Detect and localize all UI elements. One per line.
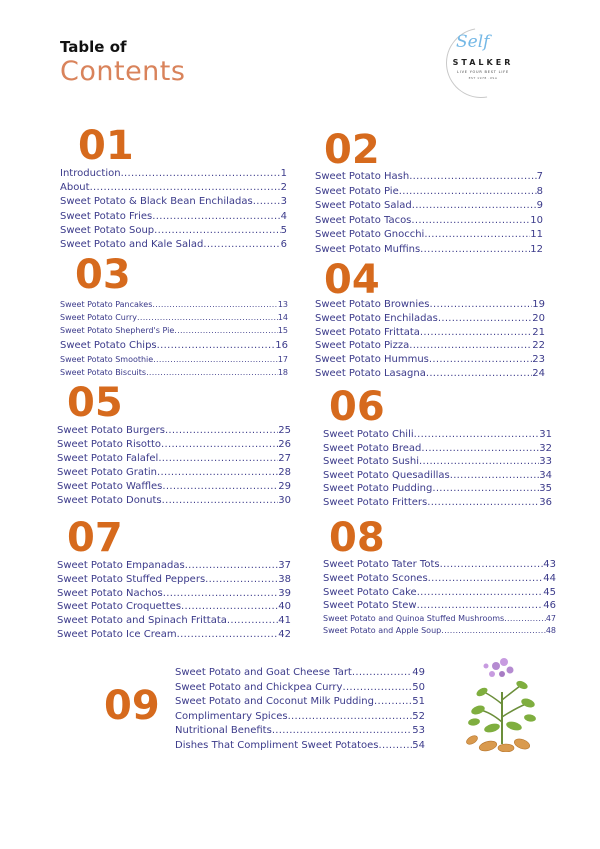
list-item[interactable]: Sweet Potato and Quinoa Stuffed Mushrooms ..... 47 bbox=[323, 613, 556, 625]
list-item[interactable]: Sweet Potato Stew ..... 46 bbox=[323, 599, 556, 613]
list-item[interactable]: Sweet Potato Fries ..... 4 bbox=[60, 210, 287, 224]
list-item[interactable]: Sweet Potato Chili ..... 31 bbox=[323, 428, 552, 442]
list-item[interactable]: Sweet Potato Scones ..... 44 bbox=[323, 572, 556, 586]
list-item[interactable]: Sweet Potato & Black Bean Enchiladas ..... 3 bbox=[60, 195, 287, 209]
list-item[interactable]: Sweet Potato Brownies ..... 19 bbox=[315, 298, 545, 312]
plant-stems-icon bbox=[480, 686, 526, 744]
toc-list bbox=[323, 428, 552, 510]
list-item[interactable]: Sweet Potato Fritters ..... 36 bbox=[323, 496, 552, 510]
flower-icon bbox=[484, 658, 514, 677]
list-item[interactable]: Sweet Potato Hummus ..... 23 bbox=[315, 353, 545, 367]
section-number: 01 bbox=[78, 123, 134, 169]
logo-est: EST 1978 ·USA bbox=[468, 76, 498, 80]
list-item[interactable]: Sweet Potato Nachos ..... 39 bbox=[57, 587, 291, 601]
list-item[interactable]: Sweet Potato Pudding ..... 35 bbox=[323, 482, 552, 496]
list-item[interactable]: Sweet Potato Pizza ..... 22 bbox=[315, 339, 545, 353]
toc-list bbox=[323, 558, 556, 637]
list-item[interactable]: Dishes That Compliment Sweet Potatoes ..... 54 bbox=[175, 739, 425, 754]
logo-tagline: LIVE YOUR BEST LIFE bbox=[457, 70, 509, 74]
title-line-1: Table of bbox=[60, 38, 127, 56]
list-item[interactable]: Sweet Potato and Chickpea Curry ..... 50 bbox=[175, 681, 425, 696]
list-item[interactable]: Sweet Potato and Goat Cheese Tart ..... 49 bbox=[175, 666, 425, 681]
list-item[interactable]: Sweet Potato Salad ..... 9 bbox=[315, 199, 543, 214]
list-item[interactable]: Sweet Potato Gnocchi ..... 11 bbox=[315, 228, 543, 243]
section-number: 06 bbox=[329, 384, 385, 430]
section-number: 02 bbox=[324, 127, 380, 173]
sweet-potato-tuber-icon bbox=[465, 734, 531, 752]
toc-list bbox=[60, 298, 288, 379]
section-number: 04 bbox=[324, 257, 380, 303]
list-item[interactable]: Sweet Potato Lasagna ..... 24 bbox=[315, 367, 545, 381]
list-item[interactable]: Sweet Potato Tater Tots ..... 43 bbox=[323, 558, 556, 572]
section-number: 07 bbox=[67, 515, 123, 561]
list-item[interactable]: Sweet Potato Gratin ..... 28 bbox=[57, 466, 291, 480]
list-item[interactable]: Sweet Potato Smoothie ..... 17 bbox=[60, 353, 288, 366]
toc-list bbox=[315, 298, 545, 381]
list-item[interactable]: Sweet Potato Empanadas ..... 37 bbox=[57, 559, 291, 573]
list-item[interactable]: Sweet Potato Falafel ..... 27 bbox=[57, 452, 291, 466]
logo bbox=[440, 28, 526, 100]
list-item[interactable]: Sweet Potato Waffles ..... 29 bbox=[57, 480, 291, 494]
list-item[interactable]: Introduction ..... 1 bbox=[60, 167, 287, 181]
list-item[interactable]: Sweet Potato Chips ..... 16 bbox=[60, 338, 288, 353]
list-item[interactable]: Sweet Potato Frittata ..... 21 bbox=[315, 326, 545, 340]
section-number: 05 bbox=[67, 380, 123, 426]
toc-list bbox=[57, 559, 291, 642]
list-item[interactable]: Sweet Potato Stuffed Peppers ..... 38 bbox=[57, 573, 291, 587]
list-item[interactable]: Sweet Potato Croquettes ..... 40 bbox=[57, 600, 291, 614]
list-item[interactable]: Sweet Potato Ice Cream ..... 42 bbox=[57, 628, 291, 642]
section-number: 03 bbox=[75, 252, 131, 298]
list-item[interactable]: Sweet Potato Hash ..... 7 bbox=[315, 170, 543, 185]
toc-list bbox=[57, 424, 291, 508]
list-item[interactable]: Sweet Potato Sushi ..... 33 bbox=[323, 455, 552, 469]
toc-list bbox=[315, 170, 543, 257]
list-item[interactable]: Sweet Potato Curry ..... 14 bbox=[60, 311, 288, 324]
logo-script: Self bbox=[456, 32, 490, 52]
list-item[interactable]: Sweet Potato and Coconut Milk Pudding ..... 51 bbox=[175, 695, 425, 710]
list-item[interactable]: Sweet Potato Pancakes ..... 13 bbox=[60, 298, 288, 311]
list-item[interactable]: Sweet Potato and Spinach Frittata ..... 41 bbox=[57, 614, 291, 628]
list-item[interactable]: Sweet Potato Bread ..... 32 bbox=[323, 442, 552, 456]
list-item[interactable]: Sweet Potato Tacos ..... 10 bbox=[315, 214, 543, 229]
list-item[interactable]: Sweet Potato Soup ..... 5 bbox=[60, 224, 287, 238]
list-item[interactable]: Complimentary Spices ..... 52 bbox=[175, 710, 425, 725]
list-item[interactable]: Sweet Potato Donuts ..... 30 bbox=[57, 494, 291, 508]
list-item[interactable]: Sweet Potato Quesadillas ..... 34 bbox=[323, 469, 552, 483]
list-item[interactable]: Sweet Potato Risotto ..... 26 bbox=[57, 438, 291, 452]
list-item[interactable]: Sweet Potato Biscuits ..... 18 bbox=[60, 366, 288, 379]
section-number: 08 bbox=[329, 515, 385, 561]
list-item[interactable]: Sweet Potato Burgers ..... 25 bbox=[57, 424, 291, 438]
list-item[interactable]: About ..... 2 bbox=[60, 181, 287, 195]
list-item[interactable]: Sweet Potato and Apple Soup ..... 48 bbox=[323, 625, 556, 637]
list-item[interactable]: Nutritional Benefits ..... 53 bbox=[175, 724, 425, 739]
list-item[interactable]: Sweet Potato Pie ..... 8 bbox=[315, 185, 543, 200]
toc-list bbox=[60, 167, 287, 252]
list-item[interactable]: Sweet Potato Cake ..... 45 bbox=[323, 586, 556, 600]
list-item[interactable]: Sweet Potato and Kale Salad ..... 6 bbox=[60, 238, 287, 252]
list-item[interactable]: Sweet Potato Shepherd's Pie ..... 15 bbox=[60, 324, 288, 337]
toc-list bbox=[175, 666, 425, 753]
title-line-2: Contents bbox=[60, 56, 186, 87]
list-item[interactable]: Sweet Potato Muffins ..... 12 bbox=[315, 243, 543, 258]
logo-word: STALKER bbox=[452, 58, 514, 67]
section-number: 09 bbox=[104, 683, 160, 729]
list-item[interactable]: Sweet Potato Enchiladas ..... 20 bbox=[315, 312, 545, 326]
sweet-potato-plant-illustration bbox=[462, 652, 542, 752]
